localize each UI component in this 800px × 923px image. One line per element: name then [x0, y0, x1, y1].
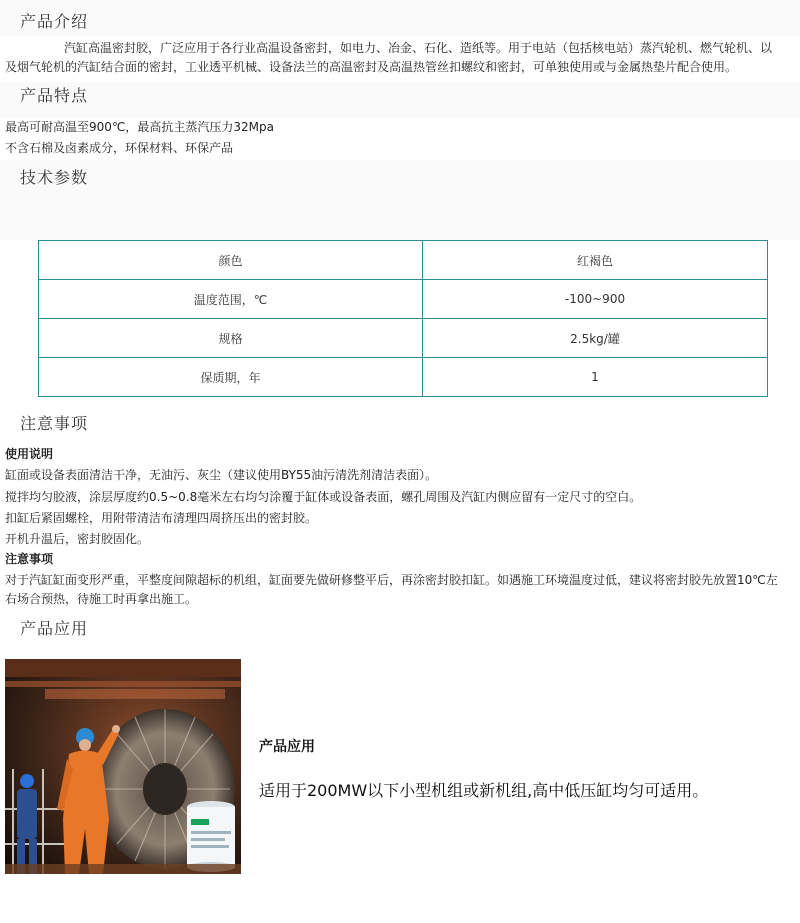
feature-line-1: 最高可耐高温至900℃，最高抗主蒸汽压力32Mpa	[5, 120, 274, 134]
features-band	[0, 82, 800, 118]
usage-line-3: 扣缸后紧固螺栓，用附带清洁布清理四周挤压出的密封胶。	[5, 511, 318, 525]
usage-line-2: 搅拌均匀胶液，涂层厚度约0.5~0.8毫米左右均匀涂覆于缸体或设备表面，螺孔周围及汽缸内侧应留有一定尺寸的空白。	[5, 490, 642, 504]
application-heading: 产品应用	[259, 739, 315, 755]
spec-name-cell: 温度范围，℃	[39, 280, 423, 319]
params-band	[0, 160, 800, 240]
intro-band	[0, 0, 800, 36]
table-row	[39, 319, 768, 358]
spec-value-cell: 红褐色	[423, 241, 768, 280]
spec-value-cell: 2.5kg/罐	[423, 319, 768, 358]
application-title: 产品应用	[20, 619, 89, 638]
table-row	[39, 280, 768, 319]
features-title: 产品特点	[20, 86, 89, 105]
usage-line-1: 缸面或设备表面清洁干净，无油污、灰尘（建议使用BY55油污清洗剂清洁表面）。	[5, 468, 438, 482]
turbine-photo	[5, 659, 241, 874]
intro-text-line-2: 及烟气轮机的汽缸结合面的密封，工业透平机械、设备法兰的高温密封及高温热管丝扣螺纹和密封，可单独使用或与金属热垫片配合使用。	[5, 60, 738, 74]
spec-value-cell: 1	[423, 358, 768, 397]
notes-title: 注意事项	[20, 414, 89, 433]
table-row	[39, 358, 768, 397]
feature-line-2: 不含石棉及卤素成分，环保材料、环保产品	[5, 141, 234, 155]
intro-title: 产品介绍	[20, 12, 89, 31]
intro-text-line-1: 汽缸高温密封胶，广泛应用于各行业高温设备密封，如电力、冶金、石化、造纸等。用于电站（包括核电站）蒸汽轮机、燃气轮机、以	[64, 41, 773, 55]
usage-line-4: 开机升温后，密封胶固化。	[5, 532, 150, 546]
table-row	[39, 241, 768, 280]
caution-line-2: 右场合预热，待施工时再拿出施工。	[5, 592, 198, 606]
spec-name-cell: 颜色	[39, 241, 423, 280]
spec-name-cell: 保质期，年	[39, 358, 423, 397]
caution-heading: 注意事项	[5, 552, 54, 566]
spec-table	[38, 240, 768, 397]
application-text: 适用于200MW以下小型机组或新机组,高中低压缸均匀可适用。	[259, 781, 709, 800]
spec-name-cell: 规格	[39, 319, 423, 358]
usage-heading: 使用说明	[5, 447, 54, 461]
params-title: 技术参数	[20, 168, 89, 187]
caution-line-1: 对于汽缸缸面变形严重，平整度间隙超标的机组，缸面要先做研修整平后，再涂密封胶扣缸。如遇施工环境温度过低，建议将密封胶先放置10℃左	[5, 573, 778, 587]
spec-value-cell: -100~900	[423, 280, 768, 319]
sealant-jar	[187, 801, 235, 872]
